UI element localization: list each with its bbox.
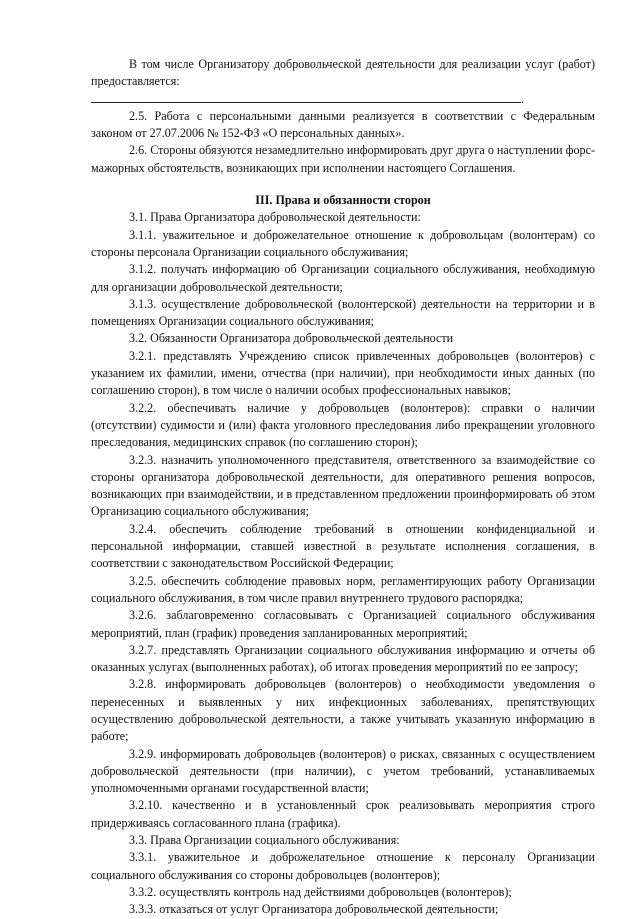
clause-3-3: 3.3. Права Организации социального обслуживания: [129,833,400,848]
clause-3-3-3: 3.3.3. отказаться от услуг Организатора добровольческой деятельности; [129,902,499,917]
clause-3-2-9: 3.2.9. информировать добровольцев (волонтеров) о рисках, связанных с осуществлением добровольческой деятельности (при наличии), с учетом требований, устанавливаемых уполномоченными органами государственной власти; [91,746,595,796]
clause-3-1-1: 3.1.1. уважительное и доброжелательное отношение к добровольцам (волонтерам) со стороны персонала Организации социального обслуживания; [91,227,595,259]
paragraph-2-4-continuation [91,56,595,108]
clause-3-3-1: 3.3.1. уважительное и доброжелательное отношение к персоналу Организации социального обслуживания со стороны добровольцев (волонтеров); [91,850,595,882]
clause-3-1-2: 3.1.2. получать информацию об Организации социального обслуживания, необходимую для организации добровольческой деятельности; [91,262,595,294]
clause-3-2-7: 3.2.7. представлять Организации социального обслуживания информацию и отчеты об оказанных услугах (выполненных работах), об итогах проведения мероприятий по ее запросу; [91,642,595,675]
clause-3-2: 3.2. Обязанности Организатора добровольческой деятельности [129,331,454,346]
section-heading: III. Права и обязанности сторон [255,193,431,208]
document-page [91,56,595,919]
blank-fill-line [91,92,521,103]
spacer [91,177,595,185]
clause-2-6: 2.6. Стороны обязуются незамедлительно информировать друг друга о наступлении форс-мажорных обстоятельств, возникающих при исполнении настоящего Соглашения. [91,143,595,175]
clause-3-2-6: 3.2.6. заблаговременно согласовывать с Организацией социального обслуживания мероприятий, план (график) проведения запланированных мероприятий; [91,608,595,640]
clause-3-2-5: 3.2.5. обеспечить соблюдение правовых норм, регламентирующих работу Организации социального обслуживания, в том числе правил внутреннего трудового распорядка; [91,573,595,605]
clause-3-2-4: 3.2.4. обеспечить соблюдение требований в отношении конфиденциальной и персональной информации, ставшей известной в результате исполнения соглашения, в соответствии с законодательством Российской Федерации; [91,521,595,571]
clause-3-3-2: 3.3.2. осуществлять контроль над действиями добровольцев (волонтеров); [129,884,512,899]
clause-3-1-3: 3.1.3. осуществление добровольческой (волонтерской) деятельности на территории и в помещениях Организации социального обслуживания; [91,296,595,329]
clause-3-2-10: 3.2.10. качественно и в установленный срок реализовывать мероприятия строго придерживаясь согласованного плана (графика). [91,798,595,830]
clause-3-2-2: 3.2.2. обеспечивать наличие у добровольцев (волонтеров): справки о наличии (отсутствии) судимости и (или) факта уголовного преследования либо прекращении уголовного преследования, медицинских справок (по соглашению сторон); [91,400,595,450]
clause-3-1: 3.1. Права Организатора добровольческой деятельности: [129,210,421,225]
clause-2-5: 2.5. Работа с персональными данными реализуется в соответствии с Федеральным законом от 27.07.2006 № 152-ФЗ «О персональных данных». [91,108,595,141]
paragraph-end: . [521,91,525,106]
clause-3-2-8: 3.2.8. информировать добровольцев (волонтеров) о необходимости уведомления о перенесенных и выявленных у них инфекционных заболеваниях, препятствующих осуществлению добровольческой деятельности, а также учитывать указанную информацию в работе; [91,677,595,744]
clause-3-2-3: 3.2.3. назначить уполномоченного представителя, ответственного за взаимодействие со стороны организатора добровольческой деятельности, для оперативного решения вопросов, возникающих при взаимодействии, и в представленном предложении проинформировать об этом Организацию социального обслуживания; [91,452,595,519]
clause-3-2-1: 3.2.1. представлять Учреждению список привлеченных добровольцев (волонтеров) с указанием их фамилии, имени, отчества (при наличии), при необходимости иных данных (по соглашению сторон), в том числе о наличии особых профессиональных навыков; [91,348,595,398]
paragraph-text: В том числе Организатору добровольческой деятельности для реализации услуг (работ) предоставляется: [91,57,595,89]
